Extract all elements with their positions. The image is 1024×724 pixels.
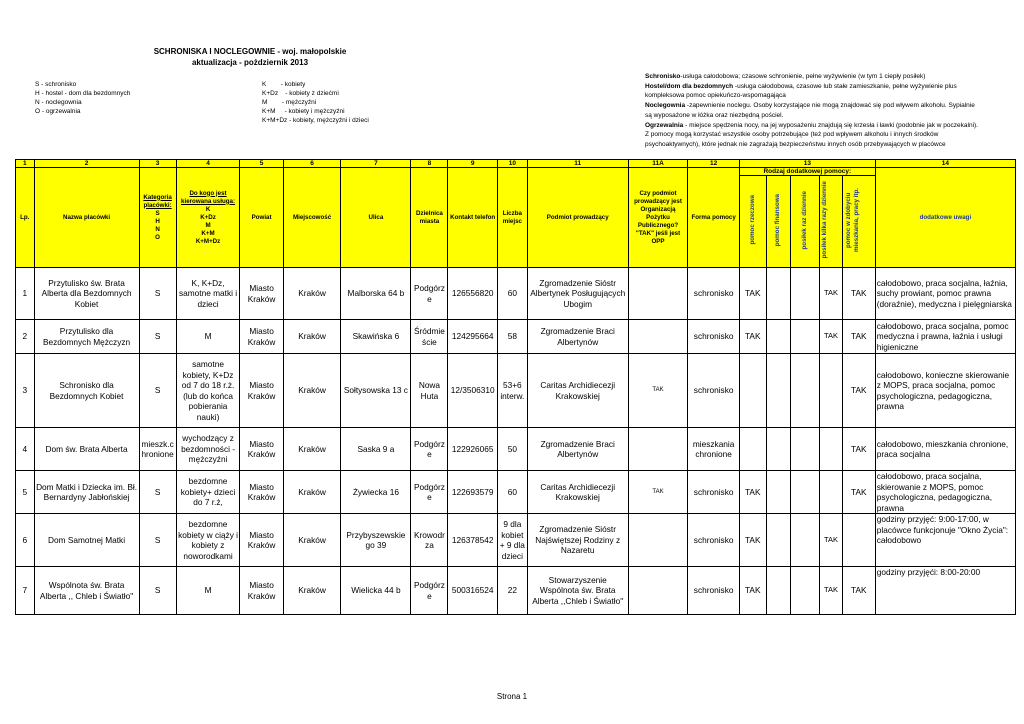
cell-city: Kraków: [283, 268, 341, 320]
cell-operator: Zgromadzenie Braci Albertynów: [527, 428, 628, 471]
cell-help-financial: [766, 354, 791, 428]
header-form: Forma pomocy: [688, 168, 739, 268]
cell-district: Nowa Huta: [411, 354, 448, 428]
cell-phone: 122926065: [448, 428, 497, 471]
cell-category: S: [139, 514, 176, 567]
cell-district: Śródmie ście: [411, 320, 448, 354]
cell-notes: całodobowo, praca socjalna, skierowanie z MOPS, pomoc psychologiczna, pedagogiczna, prawna: [875, 471, 1015, 514]
definition-schronisko: Schronisko-usługa całodobowa; czasowe schronienie, pełne wyżywienie (w tym 1 ciepły posiłek): [645, 73, 926, 80]
cell-help-housing: TAK: [842, 567, 875, 615]
legend-item: K+M+Dz - kobiety, mężczyźni i dzieci: [262, 117, 369, 124]
cell-street: Wielicka 44 b: [341, 567, 411, 615]
cell-recipients: M: [176, 567, 240, 615]
cell-operator: Stowarzyszenie Wspólnota św. Brata Alberta ,,Chleb i Światło": [527, 567, 628, 615]
col-num: 11A: [628, 160, 688, 168]
definition-noclegownia: Noclegownia -zapewnienie noclegu. Osoby korzystające nie mogą znajdować się pod wływem alkoholu. Sypialnie są wyposażone w łóżka oraz niezbędną pościel.: [645, 102, 975, 119]
header-help-meal-multi: posiłek kilka razy dziennie: [820, 176, 843, 268]
cell-help-financial: [766, 514, 791, 567]
legend-item: K+Dz - kobiety z dziećmi: [262, 90, 339, 97]
page-footer: Strona 1: [496, 692, 528, 701]
legend-item: M - mężczyźni: [262, 99, 317, 106]
cell-city: Kraków: [283, 428, 341, 471]
cell-help-housing: [842, 514, 875, 567]
cell-help-meal-multi: TAK: [820, 514, 843, 567]
cell-name: Wspólnota św. Brata Alberta ,, Chleb i Światło": [34, 567, 139, 615]
cell-help-meal-multi: [820, 428, 843, 471]
cell-lp: 1: [16, 268, 35, 320]
cell-opp: TAK: [628, 354, 688, 428]
column-number-row: [16, 160, 1016, 168]
cell-notes: całodobowo, praca socjalna, pomoc medyczna i prawna, łaźnia i usługi higieniczne: [875, 320, 1015, 354]
header-phone: Kontakt telefon: [448, 168, 497, 268]
col-num: 3: [139, 160, 176, 168]
cell-street: Saska 9 a: [341, 428, 411, 471]
cell-phone: 124295664: [448, 320, 497, 354]
cell-district: Krowodr za: [411, 514, 448, 567]
cell-help-material: TAK: [739, 320, 766, 354]
col-num: 14: [875, 160, 1015, 168]
col-num: 12: [688, 160, 739, 168]
table-row: [16, 428, 1016, 471]
col-num: 2: [34, 160, 139, 168]
cell-lp: 3: [16, 354, 35, 428]
cell-notes: godziny przyjęć: 9:00-17:00, w placówce funkcjonuje "Okno Życia": całodobowo: [875, 514, 1015, 567]
legend-item: S - schronisko: [35, 81, 77, 88]
cell-recipients: bezdomne kobiety w ciąży i kobiety z noworodkami: [176, 514, 240, 567]
cell-category: S: [139, 268, 176, 320]
cell-help-housing: TAK: [842, 320, 875, 354]
legend-recipients: [262, 80, 369, 125]
subheader-row: [16, 168, 1016, 176]
table-row: [16, 320, 1016, 354]
cell-opp: TAK: [628, 471, 688, 514]
cell-operator: Caritas Archidiecezji Krakowskiej: [527, 354, 628, 428]
cell-notes: całodobowo, praca socjalna, łaźnia, suchy prowiant, pomoc prawna (doraźnie), medyczna i pielęgniarska: [875, 268, 1015, 320]
cell-help-meal-once: [791, 567, 820, 615]
cell-notes: całodobowo, konieczne skierowanie z MOPS, praca socjalna, pomoc psychologiczna, pedagogiczna, prawna: [875, 354, 1015, 428]
document-subtitle: aktualizacja - pożdziernik 2013: [191, 58, 309, 67]
cell-recipients: wychodzący z bezdomności - mężczyźni: [176, 428, 240, 471]
cell-recipients: K, K+Dz, samotne matki i dzieci: [176, 268, 240, 320]
cell-lp: 7: [16, 567, 35, 615]
col-num: 5: [240, 160, 283, 168]
cell-places: 53+6 interw.: [497, 354, 527, 428]
cell-category: S: [139, 354, 176, 428]
cell-county: Miasto Kraków: [240, 514, 283, 567]
cell-help-meal-once: [791, 428, 820, 471]
header-lp: Lp.: [16, 168, 35, 268]
cell-help-material: TAK: [739, 268, 766, 320]
cell-help-meal-multi: TAK: [820, 268, 843, 320]
cell-form: schronisko: [688, 514, 739, 567]
cell-help-housing: TAK: [842, 428, 875, 471]
cell-category: mieszk.c hronione: [139, 428, 176, 471]
header-opp: Czy podmiot prowadzący jest Organizacją Pożytku Publicznego? "TAK" jeśli jest OPP: [628, 168, 688, 268]
col-num: 9: [448, 160, 497, 168]
definition-ogrzewalnia: Ogrzewalnia - miejsce spędzenia nocy, na jej wyposażeniu znajdują się krzesła i ławki (podobnie jak w poczekalni). Z pomocy mogą korzystać wszystkie osoby potrzebujące (też pod wpływem alkoholu i innych środków psychoaktywnych), które jednak nie zagrażają bezpieczeństwu innych osób przebywających w placówce: [645, 121, 978, 148]
cell-street: Malborska 64 b: [341, 268, 411, 320]
cell-category: S: [139, 471, 176, 514]
col-num: 10: [497, 160, 527, 168]
cell-form: mieszkania chronione: [688, 428, 739, 471]
cell-street: Sołtysowska 13 c: [341, 354, 411, 428]
cell-phone: 126378542: [448, 514, 497, 567]
cell-county: Miasto Kraków: [240, 354, 283, 428]
cell-phone: 12/3506310: [448, 354, 497, 428]
cell-help-meal-once: [791, 471, 820, 514]
header-places: Liczba miejsc: [497, 168, 527, 268]
cell-opp: [628, 320, 688, 354]
cell-city: Kraków: [283, 567, 341, 615]
cell-help-financial: [766, 567, 791, 615]
col-num: 13: [739, 160, 875, 168]
header-operator: Podmiot prowadzący: [527, 168, 628, 268]
cell-notes: godziny przyjęći: 8:00-20:00: [875, 567, 1015, 615]
header-help-housing: pomoc w zdobyciu mieszkania, pracy itp.: [842, 176, 875, 268]
header-city: Miejscowość: [283, 168, 341, 268]
cell-recipients: bezdomne kobiety+ dzieci do 7 r.ż,: [176, 471, 240, 514]
cell-form: schronisko: [688, 354, 739, 428]
header-district: Dzielnica miasta: [411, 168, 448, 268]
cell-lp: 4: [16, 428, 35, 471]
cell-city: Kraków: [283, 471, 341, 514]
cell-name: Schronisko dla Bezdomnych Kobiet: [34, 354, 139, 428]
cell-name: Dom Samotnej Matki: [34, 514, 139, 567]
cell-form: schronisko: [688, 567, 739, 615]
cell-help-financial: [766, 320, 791, 354]
cell-places: 22: [497, 567, 527, 615]
cell-phone: 122693579: [448, 471, 497, 514]
cell-operator: Caritas Archidiecezji Krakowskiej: [527, 471, 628, 514]
definitions: [645, 72, 980, 150]
cell-lp: 2: [16, 320, 35, 354]
cell-operator: Zgromadzenie Sióstr Albertynek Posługujących Ubogim: [527, 268, 628, 320]
col-num: 11: [527, 160, 628, 168]
cell-help-meal-multi: [820, 471, 843, 514]
cell-county: Miasto Kraków: [240, 471, 283, 514]
definition-hostel: Hostel/dom dla bezdomnych -usługa całodobowa, czasowe lub stałe zamieszkanie, pełne wyżywienie plus kompleksowa pomoc opiekuńczo-wspomagająca: [645, 82, 957, 100]
legend-item: H - hostel - dom dla bezdomnych: [35, 90, 131, 97]
cell-name: Przytulisko św. Brata Alberta dla Bezdomnych Kobiet: [34, 268, 139, 320]
cell-form: schronisko: [688, 320, 739, 354]
table-row: [16, 567, 1016, 615]
col-num: 6: [283, 160, 341, 168]
col-num: 7: [341, 160, 411, 168]
cell-district: Podgórz e: [411, 471, 448, 514]
header-help-financial: pomoc finansowa: [766, 176, 791, 268]
cell-help-meal-multi: TAK: [820, 320, 843, 354]
cell-places: 50: [497, 428, 527, 471]
cell-places: 58: [497, 320, 527, 354]
legend-item: N - noclegownia: [35, 99, 82, 106]
cell-street: Przybyszewskie go 39: [341, 514, 411, 567]
cell-notes: całodobowo, mieszkania chronione, praca socjalna: [875, 428, 1015, 471]
cell-county: Miasto Kraków: [240, 320, 283, 354]
cell-form: schronisko: [688, 471, 739, 514]
header-street: Ulica: [341, 168, 411, 268]
cell-opp: [628, 567, 688, 615]
cell-places: 60: [497, 471, 527, 514]
cell-phone: 126556820: [448, 268, 497, 320]
header-name: Nazwa placówki: [34, 168, 139, 268]
cell-help-material: [739, 354, 766, 428]
cell-county: Miasto Kraków: [240, 428, 283, 471]
cell-places: 60: [497, 268, 527, 320]
col-num: 8: [411, 160, 448, 168]
cell-help-meal-once: [791, 320, 820, 354]
table-row: [16, 354, 1016, 428]
cell-district: Podgórz e: [411, 268, 448, 320]
cell-opp: [628, 268, 688, 320]
legend-item: O - ogrzewalnia: [35, 108, 81, 115]
cell-city: Kraków: [283, 514, 341, 567]
legend-item: K+M - kobiety i mężczyźni: [262, 108, 345, 115]
col-num: 4: [176, 160, 240, 168]
cell-county: Miasto Kraków: [240, 567, 283, 615]
header-recipients: Do kogo jest kierowana usługa: K K+Dz M K+M K+M+Dz: [176, 168, 240, 268]
cell-street: Żywiecka 16: [341, 471, 411, 514]
cell-street: Skawińska 6: [341, 320, 411, 354]
cell-category: S: [139, 320, 176, 354]
cell-operator: Zgromadzenie Braci Albertynów: [527, 320, 628, 354]
cell-category: S: [139, 567, 176, 615]
cell-help-meal-multi: [820, 354, 843, 428]
table-row: [16, 471, 1016, 514]
header-notes: dodatkowe uwagi: [875, 168, 1015, 268]
cell-help-meal-once: [791, 354, 820, 428]
cell-help-material: TAK: [739, 514, 766, 567]
cell-help-housing: TAK: [842, 471, 875, 514]
cell-help-material: TAK: [739, 567, 766, 615]
cell-opp: [628, 514, 688, 567]
legend-item: K - kobiety: [262, 81, 306, 88]
cell-help-financial: [766, 471, 791, 514]
cell-help-material: TAK: [739, 471, 766, 514]
cell-recipients: M: [176, 320, 240, 354]
cell-city: Kraków: [283, 354, 341, 428]
header-help-types: Rodzaj dodatkowej pomocy:: [739, 168, 875, 176]
cell-city: Kraków: [283, 320, 341, 354]
table-row: [16, 514, 1016, 567]
legend-facility-types: [35, 80, 130, 116]
cell-district: Podgórz e: [411, 428, 448, 471]
cell-places: 9 dla kobiet + 9 dla dzieci: [497, 514, 527, 567]
header-category: Kategoria placówki: S H N O: [139, 168, 176, 268]
cell-recipients: samotne kobiety, K+Dz od 7 do 18 r.ż.(lub do końca pobierania nauki): [176, 354, 240, 428]
cell-help-financial: [766, 428, 791, 471]
cell-help-meal-multi: TAK: [820, 567, 843, 615]
header-county: Powiat: [240, 168, 283, 268]
cell-county: Miasto Kraków: [240, 268, 283, 320]
cell-help-meal-once: [791, 268, 820, 320]
header-help-material: pomoc rzeczowa: [739, 176, 766, 268]
cell-help-housing: TAK: [842, 268, 875, 320]
header-help-meal-once: posiłek raz dziennie: [791, 176, 820, 268]
cell-help-material: [739, 428, 766, 471]
cell-lp: 6: [16, 514, 35, 567]
document-title: SCHRONISKA I NOCLEGOWNIE - woj. małopolskie: [153, 47, 347, 56]
cell-name: Dom św. Brata Alberta: [34, 428, 139, 471]
table-row: [16, 268, 1016, 320]
cell-form: schronisko: [688, 268, 739, 320]
cell-lp: 5: [16, 471, 35, 514]
col-num: 1: [16, 160, 35, 168]
cell-help-housing: TAK: [842, 354, 875, 428]
cell-name: Dom Matki i Dziecka im. Bł. Bernardyny Jabłońskiej: [34, 471, 139, 514]
cell-name: Przytulisko dla Bezdomnych Mężczyzn: [34, 320, 139, 354]
shelters-table: [15, 159, 1016, 615]
cell-opp: [628, 428, 688, 471]
cell-help-financial: [766, 268, 791, 320]
cell-operator: Zgromadzenie Sióstr Najświętszej Rodziny z Nazaretu: [527, 514, 628, 567]
cell-district: Podgórz e: [411, 567, 448, 615]
cell-help-meal-once: [791, 514, 820, 567]
cell-phone: 500316524: [448, 567, 497, 615]
